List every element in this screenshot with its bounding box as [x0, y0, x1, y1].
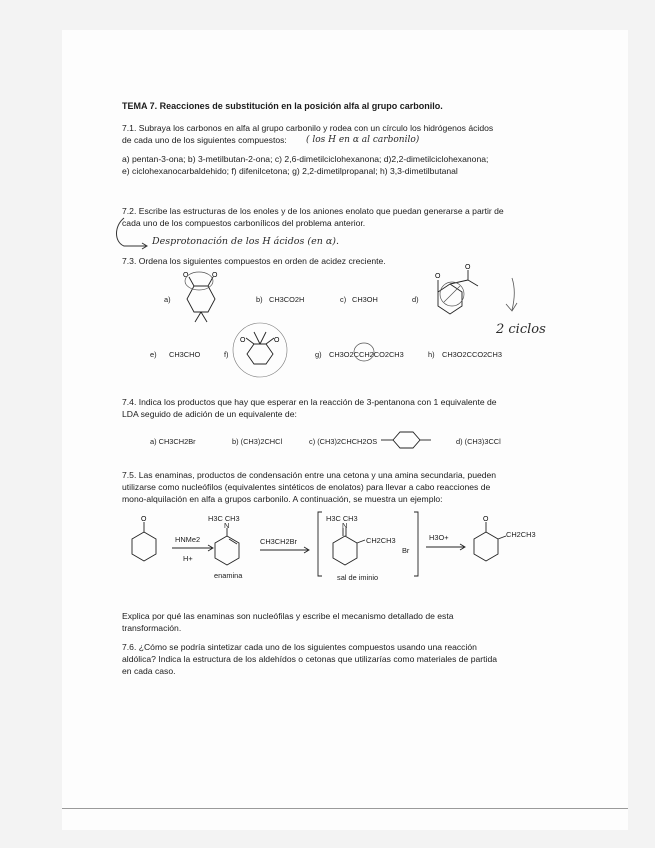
q3-heading: 7.3. Ordena los siguientes compuestos en orden de acidez creciente.: [122, 256, 386, 266]
q5-bromide-counterion: Br: [402, 546, 410, 555]
q3-handwritten-note: 2 ciclos: [496, 322, 546, 337]
q5-explain-line2: transformación.: [122, 623, 182, 633]
q5-iminium-structure: [330, 528, 370, 574]
q3-formula-g: CH3O2CCH2CO2CH3: [329, 350, 404, 359]
q3-formula-c: CH3OH: [352, 295, 378, 304]
svg-text:O: O: [435, 273, 441, 280]
q4-option-d: d) (CH3)3CCl: [456, 437, 501, 446]
q4-option-a: a) CH3CH2Br: [150, 437, 196, 446]
q5-arrow1-icon: [170, 544, 216, 552]
q5-line1: 7.5. Las enaminas, productos de condensación entre una cetona y una amina secundaria, pueden: [122, 470, 497, 480]
q5-reagent-hnme2: HNMe2: [175, 535, 201, 544]
q2-handwritten-arrow: [112, 216, 152, 252]
q5-product-ethyl: CH2CH3: [506, 530, 536, 539]
q5-line2: utilizarse como nucleófilos (equivalentes sintéticos de enolatos) para llevar a cabo reacciones de: [122, 482, 491, 492]
q5-product-structure: [466, 514, 510, 570]
svg-text:O: O: [274, 337, 280, 344]
document-page: [62, 30, 628, 830]
q5-arrow2-icon: [258, 546, 314, 554]
q2-line1: 7.2. Escribe las estructuras de los enoles y de los aniones enolato que puedan generarse a partir de: [122, 206, 504, 216]
q5-iminium-n: N: [342, 521, 348, 530]
q5-arrow3-icon: [424, 543, 470, 551]
q3-formula-e: CH3CHO: [169, 350, 201, 359]
q5-sal-de-iminio-label: sal de iminio: [337, 573, 379, 582]
svg-text:O: O: [483, 516, 489, 523]
q4-option-c: c) (CH3)2CHCH2OS: [309, 437, 378, 446]
q3-label-a: a): [164, 295, 171, 304]
q6-line1: 7.6. ¿Cómo se podría sintetizar cada uno de los siguientes compuestos usando una reacción: [122, 642, 477, 652]
q5-enamine-structure: [212, 528, 252, 574]
q6-line3: en cada caso.: [122, 666, 176, 676]
svg-text:O: O: [212, 272, 218, 279]
q2-line2: cada uno de los compuestos carbonílicos del problema anterior.: [122, 218, 366, 228]
q3-label-d: d): [412, 295, 419, 304]
q5-bracket-right: [412, 510, 420, 580]
q5-enamine-nme2: H3C CH3: [208, 514, 240, 523]
q5-reagent-h3o: H3O+: [429, 533, 449, 542]
q3-label-b: b): [256, 295, 263, 304]
q3-structure-d-diketone: [424, 262, 508, 328]
q1-handwritten-note: ( los H en α al carbonilo): [306, 135, 420, 145]
q2-handwritten-note: Desprotonación de los H ácidos (en α).: [152, 236, 339, 247]
q5-cyclohexanone-structure: [124, 512, 164, 570]
q5-catalyst-h: H+: [183, 554, 193, 563]
q1-line1: 7.1. Subraya los carbonos en alfa al grupo carbonilo y rodea con un círculo los hidrógenos ácidos: [122, 123, 494, 133]
page-bottom-rule: [62, 808, 628, 809]
q4-line1: 7.4. Indica los productos que hay que esperar en la reacción de 3-pentanona con 1 equivalente de: [122, 397, 497, 407]
q4-tosyl-group-structure: [373, 424, 443, 454]
svg-text:O: O: [183, 272, 189, 279]
q5-explain-line1: Explica por qué las enaminas son nucleófilas y escribe el mecanismo detallado de esta: [122, 611, 454, 621]
q1-list1: a) pentan-3-ona; b) 3-metilbutan-2-ona; c) 2,6-dimetilciclohexanona; d)2,2-dimetilciclohexanona;: [122, 154, 489, 164]
q3-formula-b: CH3CO2H: [269, 295, 305, 304]
q3-handwritten-circle-g: [352, 340, 376, 364]
q5-enamina-label: enamina: [214, 571, 243, 580]
q3-structure-f-dimethylcyclohexanedione: [232, 320, 294, 376]
q3-label-e: e): [150, 350, 157, 359]
page-title: TEMA 7. Reacciones de substitución en la posición alfa al grupo carbonilo.: [122, 101, 443, 111]
q3-formula-h: CH3O2CCO2CH3: [442, 350, 502, 359]
q5-line3: mono-alquilación en alfa a grupos carbonilo. A continuación, se muestra un ejemplo:: [122, 494, 443, 504]
q1-list2: e) ciclohexanocarbaldehido; f) difenilcetona; g) 2,2-dimetilpropanal; h) 3,3-dimetilbutanal: [122, 166, 458, 176]
svg-text:O: O: [465, 264, 471, 271]
q5-enamine-n: N: [224, 521, 230, 530]
q3-label-h: h): [428, 350, 435, 359]
q1-line2: de cada uno de los siguientes compuestos:: [122, 135, 287, 145]
q5-iminium-ethyl: CH2CH3: [366, 536, 396, 545]
q3-label-f: f): [224, 350, 229, 359]
q5-reagent-ethylbromide: CH3CH2Br: [260, 537, 297, 546]
svg-text:O: O: [240, 337, 246, 344]
q3-label-c: c): [340, 295, 347, 304]
q6-line2: aldólica? Indica la estructura de los aldehídos o cetonas que utilizarías como materiales de partida: [122, 654, 497, 664]
q5-iminium-methyls: H3C CH3: [326, 514, 358, 523]
q4-line2: LDA seguido de adición de un equivalente de:: [122, 409, 297, 419]
q5-bracket-left: [316, 510, 324, 580]
svg-text:O: O: [141, 516, 147, 523]
q4-option-b: b) (CH3)2CHCl: [232, 437, 283, 446]
handwritten-down-arrow-icon: [500, 276, 524, 316]
q3-label-g: g): [315, 350, 322, 359]
q3-structure-a-dimedone: [172, 268, 228, 330]
